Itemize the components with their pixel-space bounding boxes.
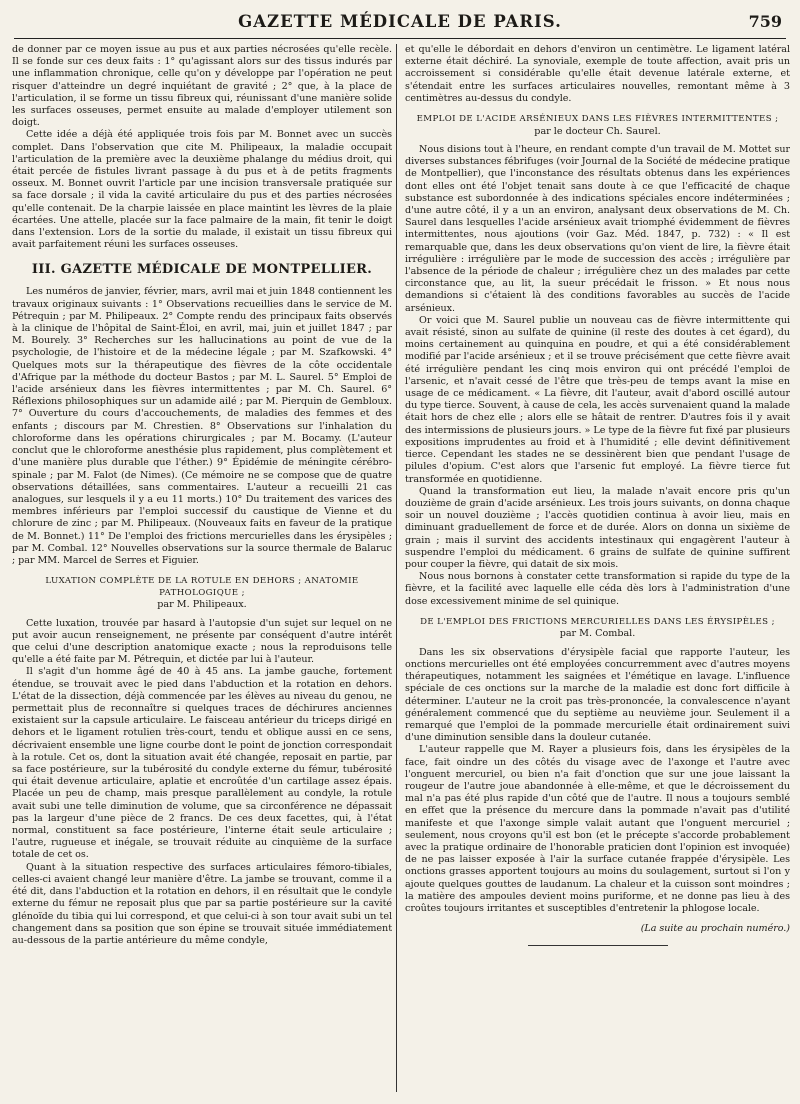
column-divider bbox=[396, 44, 397, 1092]
paragraph: Nous nous bornons à constater cette transformation si rapide du type de la fièvre, et la facilité avec laquelle elle céda dès lors à l'administration d'une dose excessivement minime de sel quinique. bbox=[405, 571, 790, 607]
paragraph: Cette luxation, trouvée par hasard à l'autopsie d'un sujet sur lequel on ne put avoir aucun renseignement, ne présente par conséquent d'autre intérêt que celui d'une description anatomique exacte ; nous la reproduisons telle qu'elle a été faite par M. Pétrequin, et dictée par lui à l'auteur. bbox=[12, 617, 392, 666]
page-number: 759 bbox=[748, 12, 782, 31]
article-title: EMPLOI DE L'ACIDE ARSÉNIEUX DANS LES FIÈVRES INTERMITTENTES ; bbox=[416, 114, 779, 125]
article-byline: par M. Combal. bbox=[559, 628, 636, 640]
left-column bbox=[12, 44, 392, 1094]
paragraph: Cette idée a déjà été appliquée trois fois par M. Bonnet avec un succès complet. Dans l'observation que cite M. Philipeaux, la maladie occupait l'articulation de la première avec la deuxième phalange du médius droit, qui était percée de fistules livrant passage à du pus et à de petits fragments osseux. M. Bonnet ouvrit l'article par une incision transversale pratiquée sur sa face dorsale ; il vida la cavité articulaire du pus et des parties nécrosées qu'elle contenait. De la charpie laissée en place maintint les lèvres de la plaie écartées. Une attelle, placée sur la face palmaire de la main, fit tenir le doigt dans l'extension. Lors de la sortie du malade, il existait un tissu fibreux qui avait parfaitement réuni les surfaces osseuses. bbox=[12, 129, 392, 251]
paragraph: Les numéros de janvier, février, mars, avril mai et juin 1848 contiennent les travaux originaux suivants : 1° Observations recueillies dans le service de M. Pétrequin ; par M. Philipeaux. 2° Compte rendu des principaux faits observés à la clinique de l'hôpital de Saint-Éloi, en avril, mai, juin et juillet 1847 ; par M. Bourely. 3° Recherches sur les hallucinations au point de vue de la psychologie, de l'histoire et de la médecine légale ; par M. Szafkowski. 4° Quelques mots sur la thérapeutique des fièvres de la côte occidentale d'Afrique par la méthode du docteur Bastos ; par M. L. Saurel. 5° Emploi de l'acide arsénieux dans les fièvres intermittentes ; par M. Ch. Saurel. 6° Réflexions philosophiques sur un adamide ailé ; par M. Pierquin de Gembloux. 7° Ouverture du cours d'accouchements, de maladies des femmes et des enfants ; discours par M. Chrestien. 8° Observations sur l'inhalation du chloroforme dans les opérations chirurgicales ; par M. Bocamy. (L'auteur conclut que le chloroforme anesthésie plus rapidement, plus complètement et d'une manière plus durable que l'éther.) 9° Épidémie de méningite cérébro-spinale ; par M. Falot (de Nimes). (Ce mémoire ne se compose que de quatre observations détaillées, sans commentaires. L'auteur a recueilli 21 cas analogues, sur lesquels il y a eu 11 morts.) 10° Du traitement des varices des membres inférieurs par l'emploi successif du caustique de Vienne et du chlorure de zinc ; par M. Philipeaux. (Nouveaux faits en faveur de la pratique de M. Bonnet.) 11° De l'emploi des frictions mercurielles dans les érysipèles ; par M. Combal. 12° Nouvelles observations sur la source thermale de Balaruc ; par MM. Marcel de Serres et Figuier. bbox=[12, 286, 392, 566]
paragraph: Dans les six observations d'érysipèle facial que rapporte l'auteur, les onctions mercurielles ont été employées concurremment avec d'autres moyens thérapeutiques, notamment les saignées et l'émétique en lavage. L'influence spéciale de ces onctions sur la marche de la maladie est donc fort difficile à déterminer. L'auteur ne la croit pas très-prononcée, la convalescence n'ayant généralement commencé que du septième au neuvième jour. Seulement il a remarqué que l'emploi de la pommade mercurielle était ordinairement suivi d'une diminution sensible dans la douleur cutanée. bbox=[405, 646, 790, 744]
paragraph: Quant à la situation respective des surfaces articulaires fémoro-tibiales, celles-ci avaient changé leur manière d'être. La jambe se trouvant, comme il a été dit, dans l'abduction et la rotation en dehors, il en résultait que le condyle externe du fémur ne reposait plus que par sa partie postérieure sur la cavité glénoïde du tibia qui lui correspond, et que celui-ci à son tour avait subi un tel changement dans sa position que son épine se trouvait située immédiatement au-dessous de la partie antérieure du même condyle, bbox=[12, 861, 392, 946]
paragraph: Il s'agit d'un homme âgé de 40 à 45 ans. La jambe gauche, fortement étendue, se trouvait avec le pied dans l'abduction et la rotation en dehors. L'état de la dissection, déjà commencée par les élèves au niveau du genou, ne permettait plus de reconnaître si quelques traces de déchirures anciennes existaient sur la capsule articulaire. Le faisceau antérieur du triceps dirigé en dehors et le ligament rotulien très-court, tendu et oblique aussi en ce sens, décrivaient ensemble une ligne courbe dont le point de jonction correspondait à la rotule. Cet os, dont la situation avait été changée, reposait en partie, par sa face postérieure, sur la tubérosité du condyle externe du fémur, tubérosité qui était devenue articulaire, aplatie et encroûtée d'un cartilage assez épais. Placée un peu de champ, mais presque parallèlement au condyle, la rotule avait subi une telle diminution de volume, que sa circonférence ne dépassait pas la largeur d'une pièce de 2 francs. De ces deux facettes, qui, à l'état normal, constituent sa face postérieure, l'interne était seule articulaire ; l'autre, rugueuse et inégale, se trouvait réduite au cinquième de la surface totale de cet os. bbox=[12, 666, 392, 861]
journal-title: GAZETTE MÉDICALE DE PARIS. bbox=[238, 12, 562, 31]
article-heading bbox=[405, 114, 790, 137]
article-heading bbox=[12, 576, 392, 611]
paragraph: et qu'elle le débordait en dehors d'environ un centimètre. Le ligament latéral externe était déchiré. La synoviale, exemple de toute affection, avait pris un accroissement si considérable qu'elle était devenue latérale externe, et s'étendait entre les surfaces articulaires nouvelles, remontant même à 3 centimètres au-dessus du condyle. bbox=[405, 44, 790, 104]
article-byline: par M. Philipeaux. bbox=[157, 599, 247, 611]
masthead bbox=[14, 8, 786, 39]
paragraph: Quand la transformation eut lieu, la malade n'avait encore pris qu'un douzième de grain d'acide arsénieux. Les trois jours suivants, on donna chaque soir un nouvel douzième ; l'accès quotidien continua à avoir lieu, mais en diminuant graduellement de force et de durée. Alors on donna un sixième de grain ; mais il survint des accidents intestinaux qui engagèrent l'auteur à suspendre l'emploi du médicament. 6 grains de sulfate de quinine suffirent pour couper la fièvre, qui datait de six mois. bbox=[405, 485, 790, 570]
paragraph: Nous disions tout à l'heure, en rendant compte d'un travail de M. Mottet sur diverses substances fébrifuges (voir Journal de la Société de médecine pratique de Montpellier), que l'inconstance des résultats obtenus dans les expériences dont elles ont été l'objet tenait sans doute à ce que l'efficacité de chaque substance est subordonnée à des indications spéciales encore indéterminées ; d'une autre côté, il y a un an environ, analysant deux observations de M. Ch. Saurel dans lesquelles l'acide arsénieux avait triomphé évidemment de fièvres intermittentes, nous ajoutions (voir Gaz. Méd. 1847, p. 732) : « Il est remarquable que, dans les deux observations qu'on vient de lire, la fièvre était irrégulière : irrégulière par le mode de succession des accès ; irrégulière par l'absence de la période de chaleur ; irrégulière chez un des malades par cette circonstance que, au lit, la sueur précédait le frisson. » Et nous nous demandions si c'étaient là des conditions favorables au succès de l'acide arsénieux. bbox=[405, 144, 790, 314]
article-title: LUXATION COMPLÈTE DE LA ROTULE EN DEHORS ; ANATOMIE PATHOLOGIQUE ; bbox=[45, 576, 359, 598]
article-heading bbox=[405, 617, 790, 640]
end-rule bbox=[528, 945, 668, 946]
paragraph: de donner par ce moyen issue au pus et aux parties nécrosées qu'elle recèle. Il se fonde sur ces deux faits : 1° qu'agissant alors sur des tissus indurés par une inflammation chronique, celle qu'on y développe par l'opération ne peut risquer d'atteindre un degré inquiétant de gravité ; 2° que, à la place de l'articulation, il se forme un tissu fibreux qui, réunissant d'une manière solide les surfaces osseuses, permet ensuite au malade d'employer utilement son doigt. bbox=[12, 44, 392, 129]
section-heading: III. GAZETTE MÉDICALE DE MONTPELLIER. bbox=[31, 262, 373, 278]
continuation-note: (La suite au prochain numéro.) bbox=[640, 923, 790, 935]
article-title: DE L'EMPLOI DES FRICTIONS MERCURIELLES DANS LES ÉRYSIPÈLES ; bbox=[420, 616, 775, 627]
article-byline: par le docteur Ch. Saurel. bbox=[534, 125, 661, 137]
paragraph: Or voici que M. Saurel publie un nouveau cas de fièvre intermittente qui avait résisté, sinon au sulfate de quinine (il reste des doutes à cet égard), du moins certainement au quinquina en poudre, et qui a été considérablement modifié par l'acide arsénieux ; et il se trouve précisément que cette fièvre avait été irrégulière pendant les cinq mois environ qui ont précédé l'emploi de l'arsenic, et n'avait cessé de l'être que très-peu de temps avant la mise en usage de ce médicament. « La fièvre, dit l'auteur, avait d'abord oscillé autour du type tierce. Souvent, à cause de cela, les accès survenaient quand la malade était hors de chez elle ; alors elle se hâtait de rentrer. D'autres fois il y avait des intermissions de plusieurs jours. » Le type de la fièvre fut fixé par plusieurs expositions imprudentes au froid et à l'humidité ; elle devint définitivement tierce. Cependant les stades ne se dessinèrent bien que pendant l'usage de pilules d'opium. C'est alors que l'arsenic fut employé. La fièvre tierce fut transformée en quotidienne. bbox=[405, 314, 790, 485]
paragraph: L'auteur rappelle que M. Rayer a plusieurs fois, dans les érysipèles de la face, fait oindre un des côtés du visage avec de l'axonge et l'autre avec l'onguent mercuriel, ou bien n'a fait d'onction que sur une joue laissant la rougeur de l'autre joue abandonnée à elle-même, et que le décroissement du mal n'a pas été plus rapide d'un côté que de l'autre. Il nous a toujours semblé en effet que la présence du mercure dans la pommade n'avait pas d'utilité manifeste et que l'axonge simple valait autant que l'onguent mercuriel ; seulement, nous croyons qu'il est bon (et le précepte s'accorde probablement avec la pratique ordinaire de l'honorable praticien dont l'opinion est invoquée) de ne pas laisser exposée à l'air la surface cutanée frappée d'érysipèle. Les onctions grasses apportent toujours au moins du soulagement, surtout si l'on y ajoute quelques gouttes de laudanum. La chaleur et la cuisson sont moindres ; la matière des ampoules devient moins puriforme, et ne donne pas lieu à des croûtes toujours irritantes et susceptibles d'entretenir la phlogose locale. bbox=[405, 744, 790, 914]
right-column bbox=[405, 44, 790, 1094]
